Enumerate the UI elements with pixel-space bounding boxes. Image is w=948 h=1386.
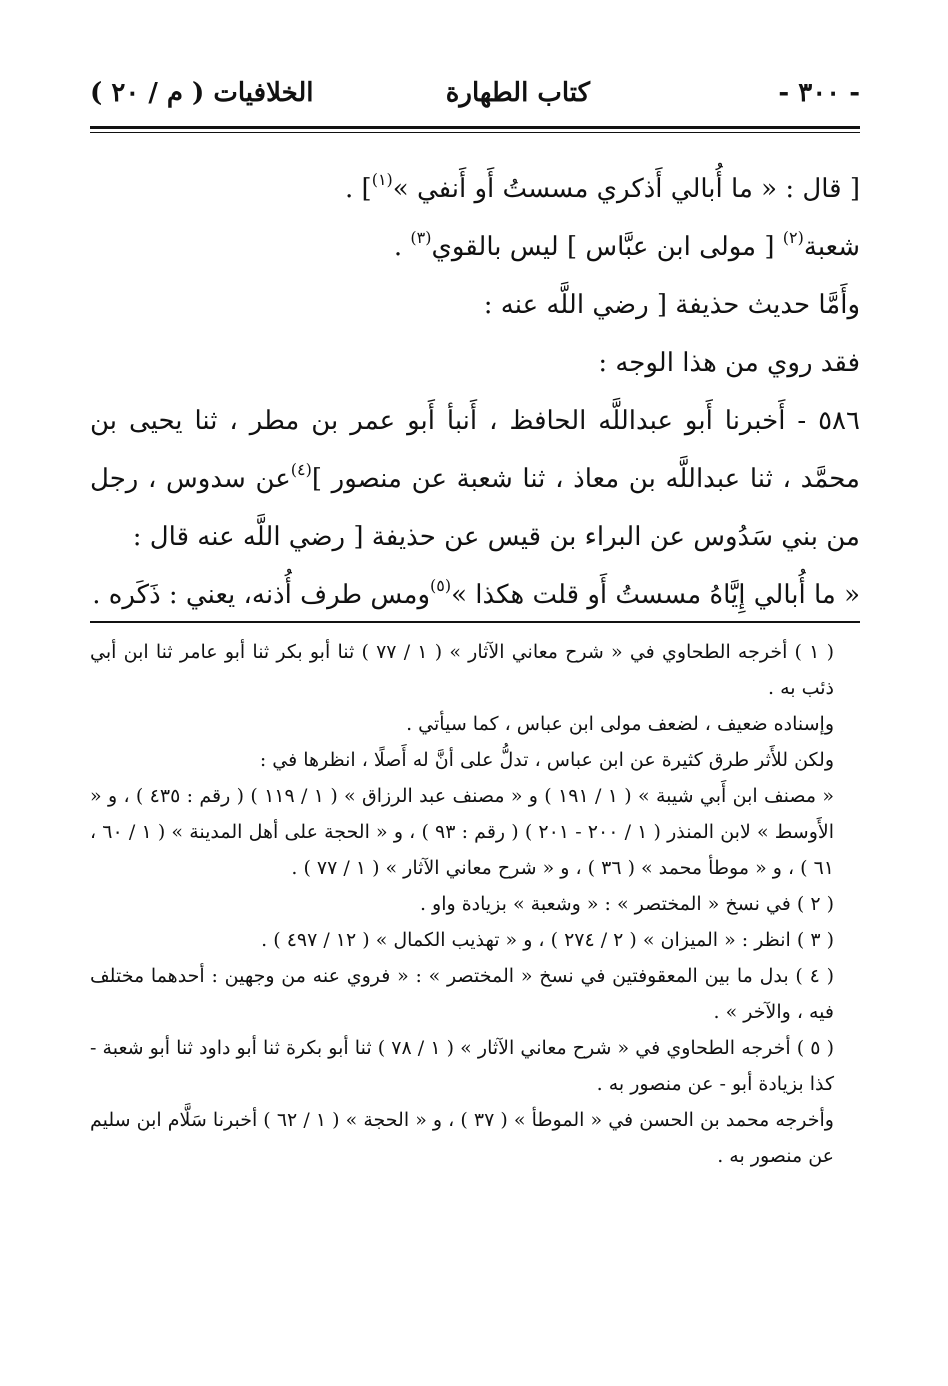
footnote-marker: (٢) (782, 228, 804, 247)
text-paragraph: وأَمَّا حديث حذيفة [ رضي اللَّه عنه : (483, 290, 860, 320)
hadith-paragraph: ٥٨٦ - أَخبرنا أَبو عبداللَّه الحافظ ، أَنبأ أَبو عمر بن مطر ، ثنا يحيى بن محمَّد ، ثنا عبداللَّه بن معاذ ، ثنا شعبة عن منصور ]$^{(٤)}$عن سدوس ، رجل من بني سَدُوس عن البراء بن قيس عن حذيفة [ رضي اللَّه عنه قال : (90, 406, 860, 552)
header-rule (90, 126, 860, 133)
footnote: « مصنف ابن أَبي شيبة » ( ١ / ١٩١ ) و « مصنف عبد الرزاق » ( ١ / ١١٩ ) ( رقم : ٤٣٥ ) ، و « الأَوسط » لابن المنذر ( ١ / ٢٠٠ - ٢٠١ ) ( رقم : ٩٣ ) ، و « الحجة على أهل المدينة » ( ١ / ٦٠ ، ٦١ ) ، و « موطأ محمد » ( ٣٦ ) ، و « شرح معاني الآثار » ( ١ / ٧٧ ) . (90, 785, 834, 879)
footnote: وأخرجه محمد بن الحسن في « الموطأ » ( ٣٧ ) ، و « الحجة » ( ١ / ٦٢ ) أخبرنا سَلَّام ابن سليم عن منصور به . (90, 1109, 834, 1167)
book-title: كتاب الطهارة (445, 78, 590, 108)
footnote-rule (90, 621, 860, 623)
book-page (90, 0, 860, 1386)
footnote: وإسناده ضعيف ، لضعف مولى ابن عباس ، كما سيأتي . (406, 713, 834, 735)
footnote-marker: (٣) (410, 228, 432, 247)
footnotes (90, 634, 860, 1174)
page-number: - ٣٠٠ - (778, 78, 860, 108)
text-paragraph: « ما أُبالي إِيَّاهُ مسستُ أَو قلت هكذا »$^{(٥)}$ومس طرف أُذنه، يعني : ذَكَره . (92, 576, 860, 610)
text-paragraph: [ قال : « ما أُبالي أَذكري مسستُ أَو أَنفي »$^{(١)}$] . (345, 170, 860, 204)
series-title: الخلافيات ( م / ٢٠ ) (90, 78, 314, 108)
footnote-marker: (٤) (290, 460, 312, 479)
footnote-marker: (١) (371, 170, 393, 189)
footnote: ولكن للأَثر طرق كثيرة عن ابن عباس ، تدلُّ على أنَّ له أَصلًا ، انظرها في : (259, 749, 834, 771)
footnote: ( ٢ ) في نسخ « المختصر » : « وشعبة » بزيادة واو . (419, 893, 834, 915)
main-text (90, 160, 860, 624)
page-header (90, 78, 860, 122)
text-paragraph: فقد روي من هذا الوجه : (598, 348, 860, 378)
footnote: ( ٤ ) بدل ما بين المعقوفتين في نسخ « المختصر » : « فروي عنه من وجهين : أحدهما مختلف فيه ، والآخر » . (90, 965, 834, 1023)
footnote: ( ١ ) أخرجه الطحاوي في « شرح معاني الآثار » ( ١ / ٧٧ ) ثنا أبو بكر ثنا أبو عامر ثنا ابن أبي ذئب به . (90, 641, 835, 699)
text-paragraph: شعبة$^{(٢)}$ [ مولى ابن عبَّاس ] ليس بالقوي$^{(٣)}$ . (393, 228, 860, 262)
footnote-marker: (٥) (430, 576, 452, 595)
footnote: ( ٥ ) أخرجه الطحاوي في « شرح معاني الآثار » ( ١ / ٧٨ ) ثنا أبو بكرة ثنا أبو داود ثنا أبو شعبة - كذا بزيادة أبو - عن منصور به . (90, 1037, 835, 1095)
footnote: ( ٣ ) انظر : « الميزان » ( ٢ / ٢٧٤ ) ، و « تهذيب الكمال » ( ١٢ / ٤٩٧ ) . (261, 929, 834, 951)
